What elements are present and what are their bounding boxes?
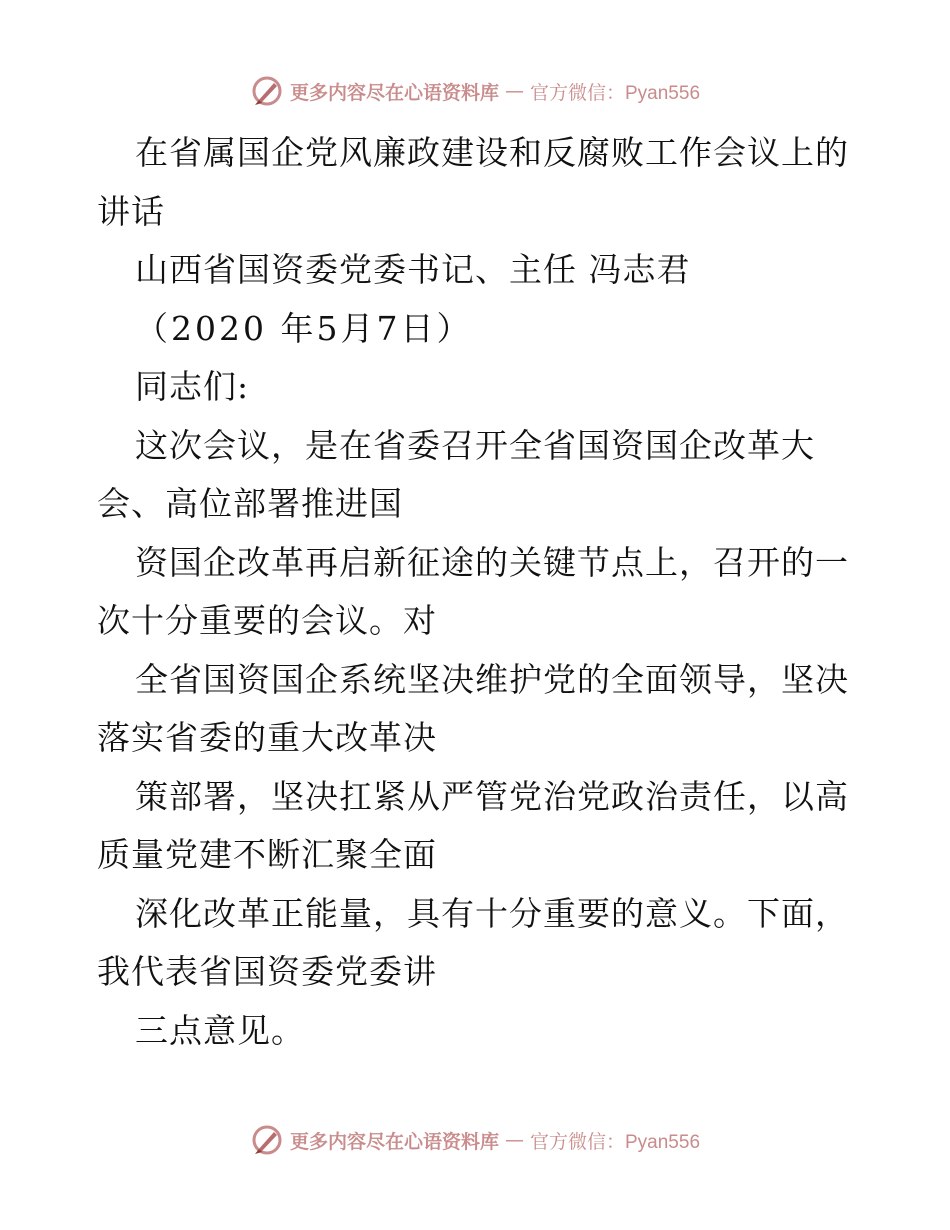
title-line-2: 讲话 bbox=[97, 191, 165, 231]
brush-logo-icon bbox=[250, 74, 284, 108]
salutation-line: 同志们: bbox=[135, 367, 250, 406]
paragraph-line: 会、高位部署推进国 bbox=[97, 484, 403, 523]
watermark-separator: — bbox=[505, 1129, 524, 1151]
watermark-separator: — bbox=[505, 80, 524, 102]
watermark-account-text: 官方微信：Pyan556 bbox=[530, 82, 701, 104]
paragraph-line: 策部署，坚决扛紧从严管党治党政治责任，以高 bbox=[135, 776, 849, 816]
footer-watermark bbox=[0, 1120, 950, 1160]
paragraph-line: 质量党建不断汇聚全面 bbox=[97, 835, 437, 874]
paragraph-line: 资国企改革再启新征途的关键节点上，召开的一 bbox=[135, 542, 849, 582]
watermark-account-text: 官方微信：Pyan556 bbox=[530, 1131, 701, 1153]
watermark-site-text: 更多内容尽在心语资料库 bbox=[289, 1130, 499, 1153]
date-line: （2020 年5月7日） bbox=[135, 308, 473, 348]
paragraph-line: 全省国资国企系统坚决维护党的全面领导，坚决 bbox=[135, 659, 849, 699]
paragraph-line: 深化改革正能量，具有十分重要的意义。下面， bbox=[135, 893, 849, 933]
speaker-line: 山西省国资委党委书记、主任 冯志君 bbox=[135, 250, 691, 289]
paragraph-line: 这次会议，是在省委召开全省国资国企改革大 bbox=[135, 425, 815, 465]
paragraph-line: 次十分重要的会议。对 bbox=[97, 601, 437, 640]
document-body bbox=[97, 124, 857, 1060]
watermark-site-text: 更多内容尽在心语资料库 bbox=[289, 81, 499, 104]
paragraph-line: 我代表省国资委党委讲 bbox=[97, 952, 437, 991]
title-line-1: 在省属国企党风廉政建设和反腐败工作会议上的 bbox=[135, 133, 849, 172]
paragraph-line: 三点意见。 bbox=[135, 1010, 305, 1050]
header-watermark bbox=[0, 71, 950, 111]
brush-logo-icon bbox=[250, 1123, 284, 1157]
paragraph-line: 落实省委的重大改革决 bbox=[97, 718, 437, 757]
